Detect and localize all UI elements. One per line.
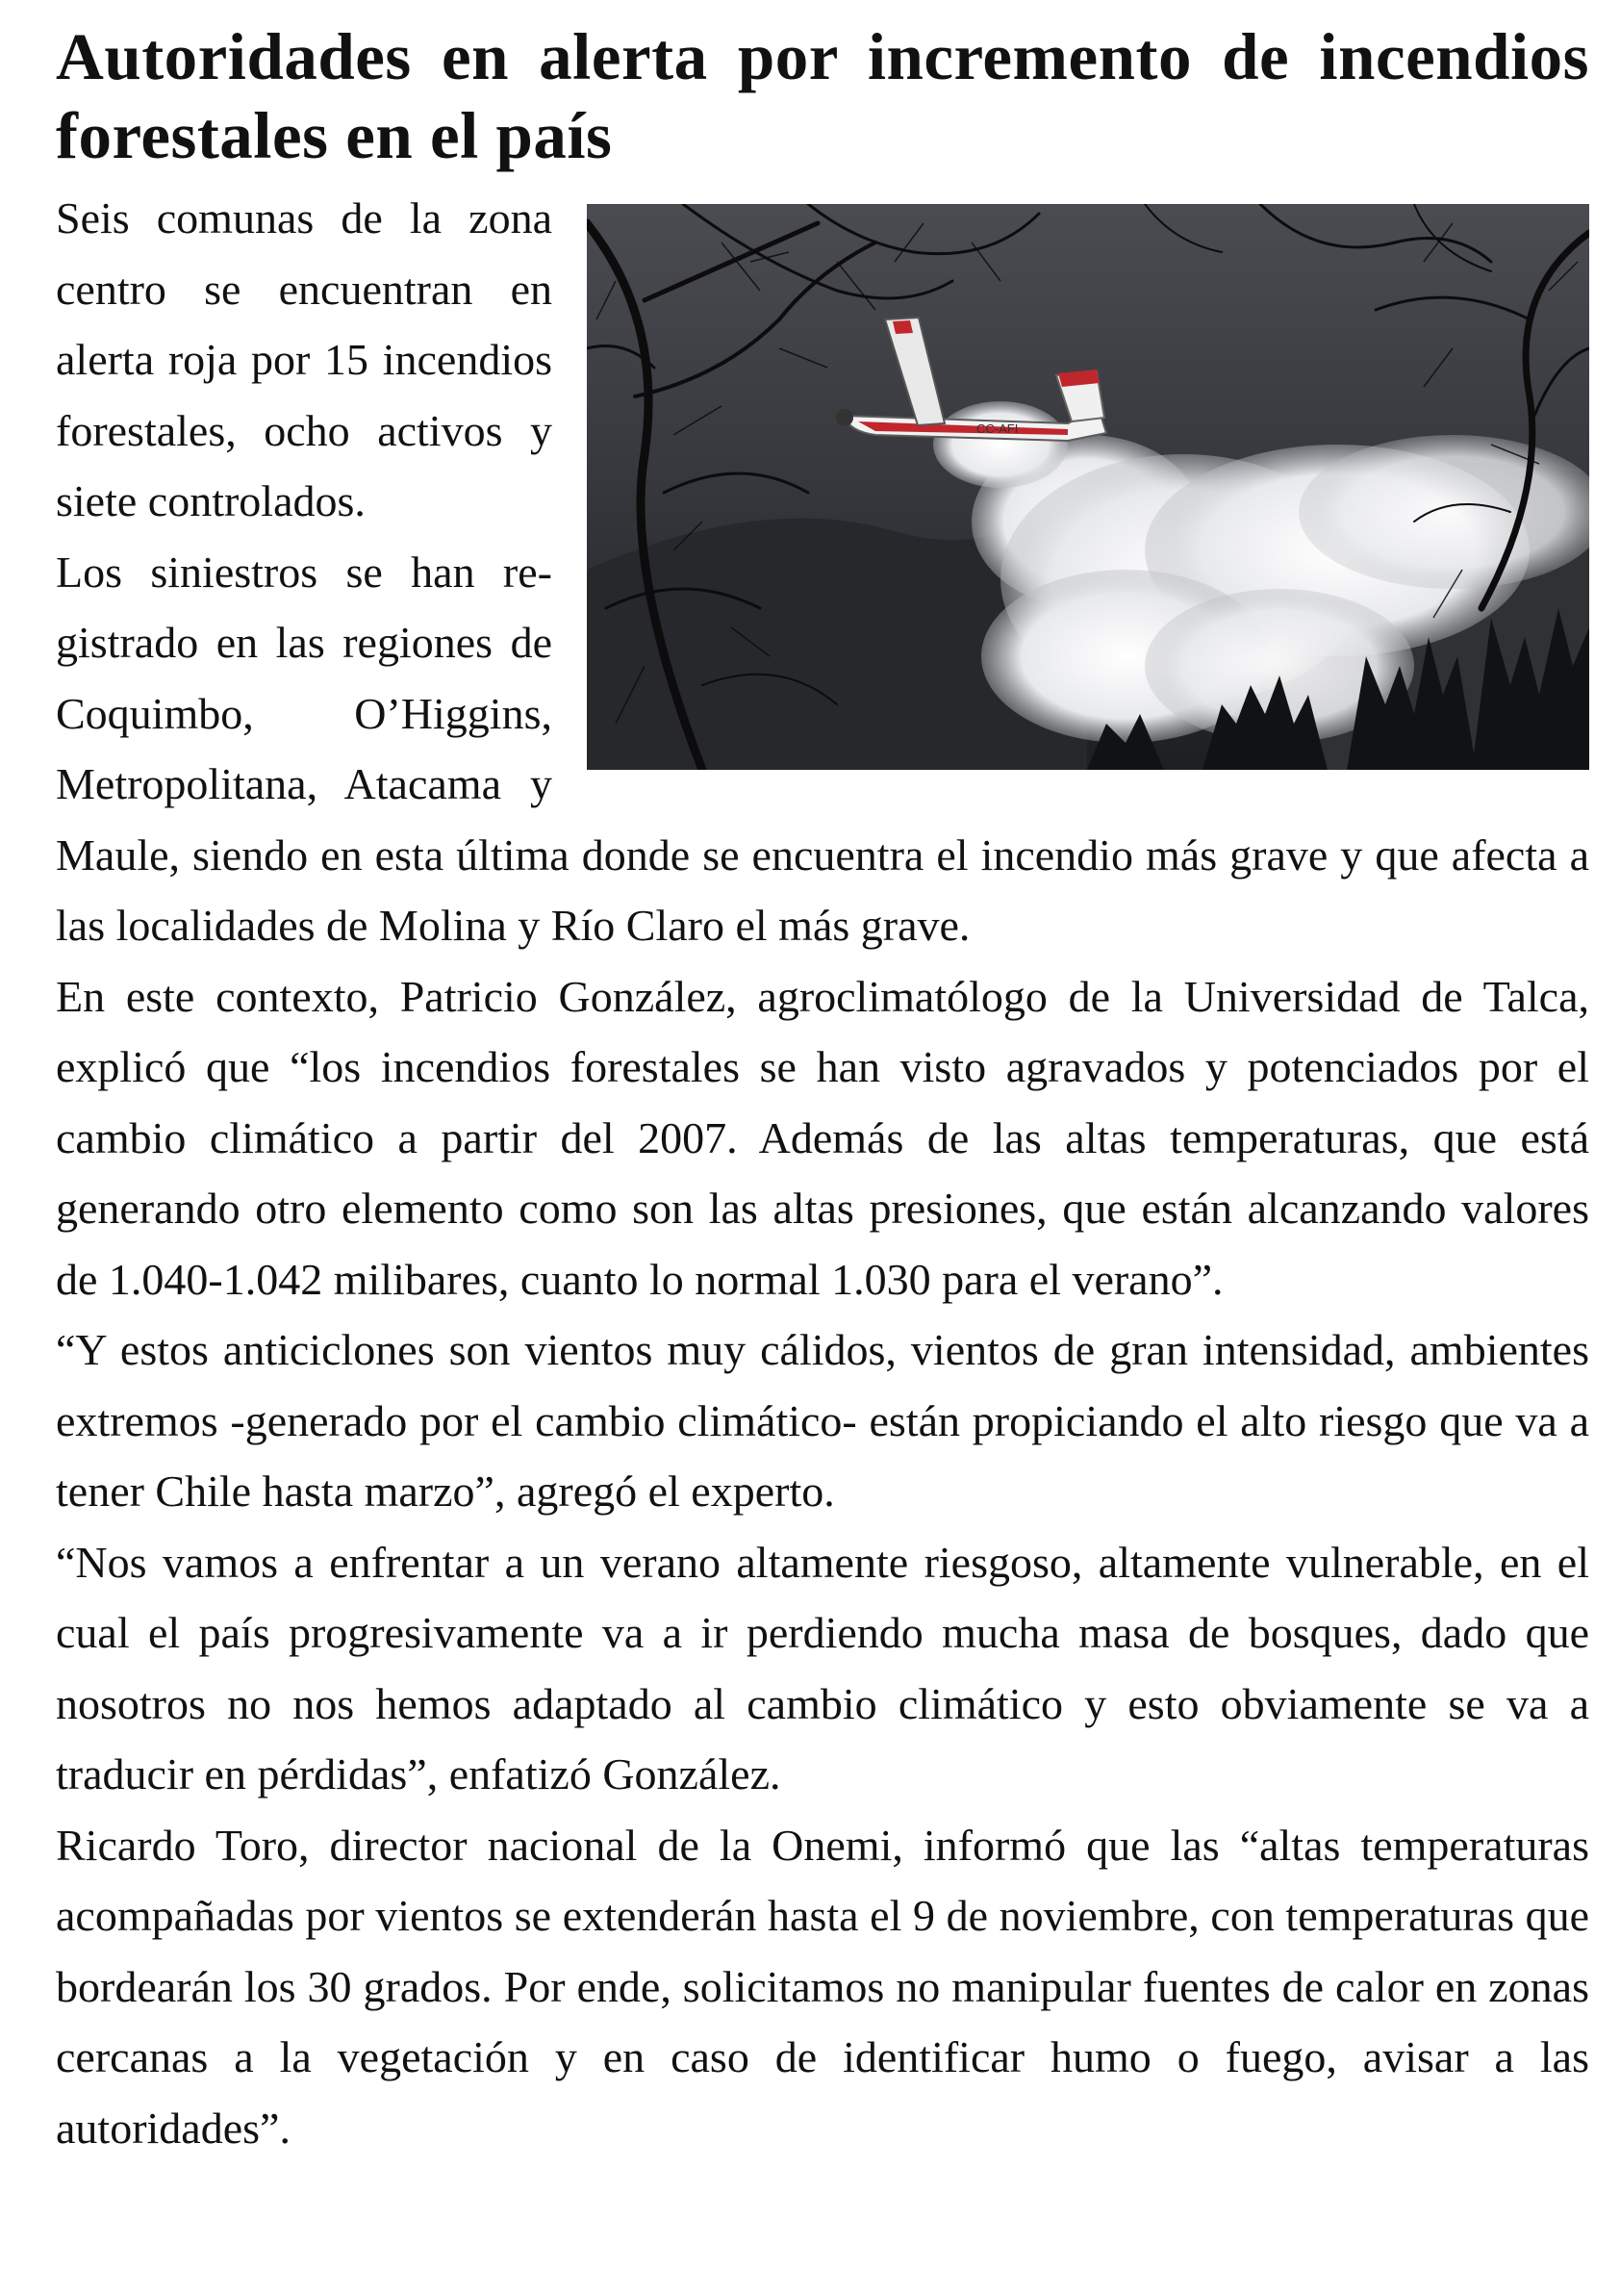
article-body (56, 183, 1589, 2163)
article-photo (587, 204, 1589, 770)
paragraph-6: Ricardo Toro, director nacional de la Onemi, informó que las “altas temperaturas acompañadas por vientos se extenderán hasta el 9 de noviembre, con temperaturas que bordearán los 30 grados. Por ende, solicitamos no manipular fuentes de calor en zonas cercanas a la vegetación y en caso de identificar humo o fuego, avisar a las autoridades”. (56, 1820, 1589, 2153)
headline: Autoridades en alerta por incremento de incendios forestales en el país (56, 20, 1589, 172)
paragraph-3: En este contexto, Patricio González, agroclimatólogo de la Universidad de Talca, explicó que “los incendios forestales se han visto agravados y potenciados por el cambio climático a partir del 2007. Además de las altas temperaturas, que está generando otro elemento como son las altas presiones, que están alcanzando valores de 1.040-1.042 milibares, cuanto lo normal 1.030 para el verano”. (56, 971, 1589, 1304)
paragraph-5: “Nos vamos a enfrentar a un verano altamente riesgoso, altamente vulnerable, en el cual el país progresivamente va a ir perdiendo mucha masa de bosques, dado que nosotros no nos hemos adaptado al cambio climático y esto obviamente se va a traducir en pérdidas”, enfatizó González. (56, 1537, 1589, 1799)
paragraph-2: Los siniestros se han registrado en las regiones de Coquimbo, O’Higgins, Metropolitana, Atacama y Maule, siendo en esta última donde se encuentra el incendio más grave y que afecta a las localidades de Molina y Río Claro el más grave. (56, 547, 1589, 950)
paragraph-4: “Y estos anticiclones son vientos muy cálidos, vientos de gran intensidad, ambientes extremos -generado por el cambio climático- están propiciando el alto riesgo que va a tener Chile hasta marzo”, agregó el experto. (56, 1325, 1589, 1516)
article (56, 17, 1589, 2163)
firefighting-plane-image (587, 204, 1589, 770)
paragraph-1: Seis comunas de la zona centro se encuentran en alerta roja por 15 incendios forestales, ocho activos y siete controlados. (56, 193, 552, 525)
plane-registration: CC-AFI (976, 421, 1019, 436)
